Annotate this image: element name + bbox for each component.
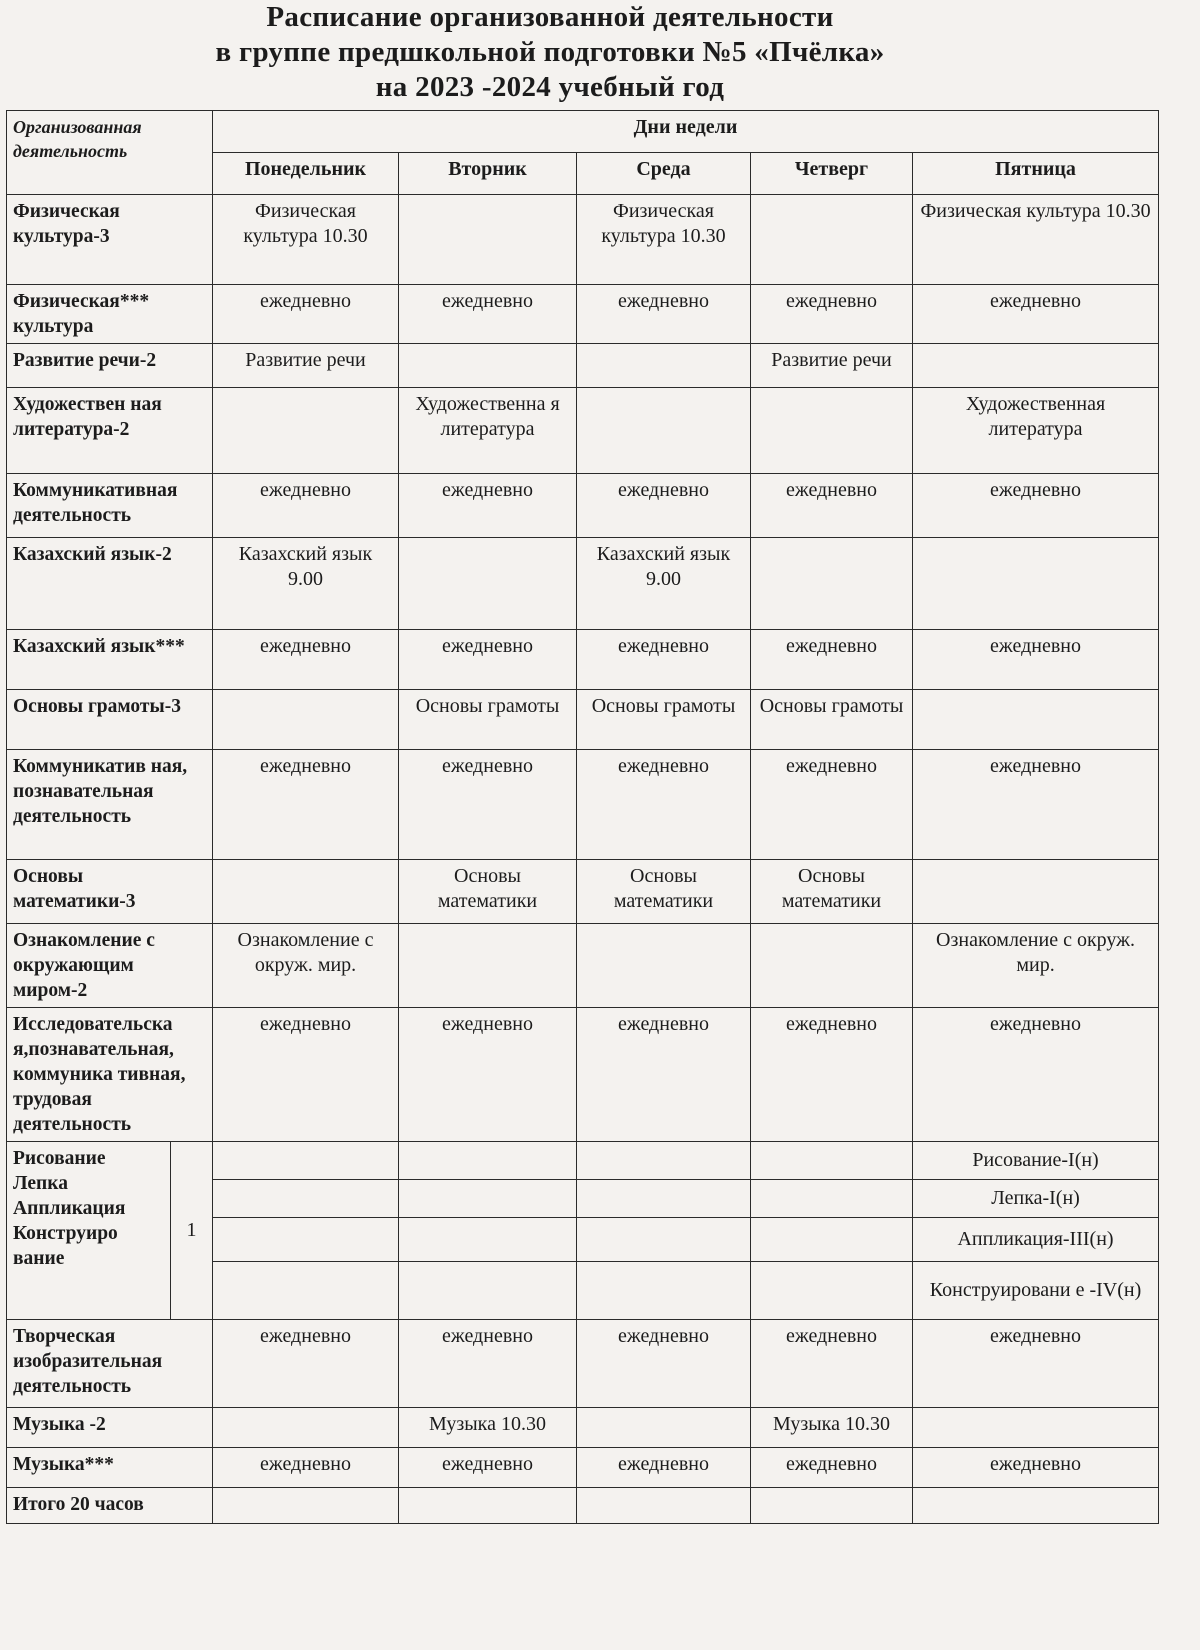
title-line-3: на 2023 -2024 учебный год: [375, 71, 725, 103]
schedule-cell-r0-3: [751, 195, 913, 285]
table-row: [7, 1008, 1159, 1142]
table-row: [7, 388, 1159, 474]
schedule-cell-r2-3: Развитие речи: [751, 344, 913, 388]
schedule-cell-r2-4: [913, 344, 1159, 388]
schedule-cell-s3-0: [213, 1488, 399, 1524]
table-row: [7, 924, 1159, 1008]
schedule-cell-r4-3: ежедневно: [751, 474, 913, 538]
schedule-cell-r7-3: Основы грамоты: [751, 690, 913, 750]
art-subrow: [7, 1142, 1159, 1180]
schedule-cell-r6-4: ежедневно: [913, 630, 1159, 690]
art-friday-cell-2: Аппликация-III(н): [913, 1218, 1159, 1262]
activity-label: Художествен ная литература-2: [7, 388, 213, 474]
art-empty-cell: [751, 1180, 913, 1218]
art-empty-cell: [399, 1262, 577, 1320]
schedule-cell-r8-1: ежедневно: [399, 750, 577, 860]
schedule-cell-s3-2: [577, 1488, 751, 1524]
schedule-cell-s2-2: ежедневно: [577, 1448, 751, 1488]
schedule-cell-r3-3: [751, 388, 913, 474]
schedule-cell-r4-0: ежедневно: [213, 474, 399, 538]
art-empty-cell: [213, 1180, 399, 1218]
schedule-cell-r11-3: ежедневно: [751, 1008, 913, 1142]
schedule-cell-s2-4: ежедневно: [913, 1448, 1159, 1488]
title-line-2: в группе предшкольной подготовки №5 «Пчёлка»: [215, 36, 885, 68]
schedule-cell-r2-1: [399, 344, 577, 388]
table-row: [7, 690, 1159, 750]
art-block-count: 1: [171, 1142, 213, 1320]
activity-label: Музыка -2: [7, 1408, 213, 1448]
schedule-cell-r4-2: ежедневно: [577, 474, 751, 538]
schedule-cell-r7-4: [913, 690, 1159, 750]
art-empty-cell: [213, 1218, 399, 1262]
activity-label: Коммуникатив ная, познавательная деятельность: [7, 750, 213, 860]
schedule-cell-r6-0: ежедневно: [213, 630, 399, 690]
schedule-cell-s0-4: ежедневно: [913, 1320, 1159, 1408]
art-empty-cell: [751, 1218, 913, 1262]
activity-label: Творческая изобразительная деятельность: [7, 1320, 213, 1408]
schedule-cell-s1-3: Музыка 10.30: [751, 1408, 913, 1448]
schedule-cell-s1-4: [913, 1408, 1159, 1448]
art-empty-cell: [751, 1142, 913, 1180]
schedule-cell-s3-1: [399, 1488, 577, 1524]
table-row: [7, 630, 1159, 690]
schedule-cell-s0-3: ежедневно: [751, 1320, 913, 1408]
activity-label: Ознакомление с окружающим миром-2: [7, 924, 213, 1008]
schedule-cell-r9-4: [913, 860, 1159, 924]
schedule-cell-r0-1: [399, 195, 577, 285]
schedule-cell-s2-1: ежедневно: [399, 1448, 577, 1488]
table-row: [7, 195, 1159, 285]
schedule-cell-r1-1: ежедневно: [399, 285, 577, 344]
schedule-cell-r3-4: Художественная литература: [913, 388, 1159, 474]
table-row: [7, 344, 1159, 388]
art-friday-cell-3: Конструировани е -IV(н): [913, 1262, 1159, 1320]
schedule-cell-r1-3: ежедневно: [751, 285, 913, 344]
day-header-2: Среда: [577, 153, 751, 195]
art-label-3: Конструиро вание: [13, 1223, 118, 1269]
schedule-cell-r10-3: [751, 924, 913, 1008]
schedule-cell-r5-2: Казахский язык 9.00: [577, 538, 751, 630]
day-header-1: Вторник: [399, 153, 577, 195]
schedule-cell-r6-2: ежедневно: [577, 630, 751, 690]
schedule-cell-r8-3: ежедневно: [751, 750, 913, 860]
activity-label: Физическая*** культура: [7, 285, 213, 344]
schedule-cell-r3-2: [577, 388, 751, 474]
activity-label: Музыка***: [7, 1448, 213, 1488]
art-block-labels: [7, 1142, 171, 1320]
schedule-cell-r10-2: [577, 924, 751, 1008]
table-row: [7, 860, 1159, 924]
schedule-cell-r5-0: Казахский язык 9.00: [213, 538, 399, 630]
art-empty-cell: [399, 1218, 577, 1262]
table-row: [7, 750, 1159, 860]
document-header: [150, 0, 950, 105]
schedule-cell-r9-2: Основы математики: [577, 860, 751, 924]
schedule-cell-r8-2: ежедневно: [577, 750, 751, 860]
schedule-cell-r1-0: ежедневно: [213, 285, 399, 344]
schedule-cell-r11-2: ежедневно: [577, 1008, 751, 1142]
art-empty-cell: [751, 1262, 913, 1320]
schedule-cell-r4-1: ежедневно: [399, 474, 577, 538]
schedule-cell-r11-1: ежедневно: [399, 1008, 577, 1142]
schedule-cell-r6-1: ежедневно: [399, 630, 577, 690]
schedule-cell-r2-0: Развитие речи: [213, 344, 399, 388]
title-line-1: Расписание организованной деятельности: [266, 1, 834, 33]
schedule-cell-r1-2: ежедневно: [577, 285, 751, 344]
schedule-cell-r0-4: Физическая культура 10.30: [913, 195, 1159, 285]
schedule-cell-r9-1: Основы математики: [399, 860, 577, 924]
art-label-1: Лепка: [13, 1173, 68, 1194]
schedule-cell-r7-0: [213, 690, 399, 750]
schedule-cell-s0-0: ежедневно: [213, 1320, 399, 1408]
activity-label: Основы грамоты-3: [7, 690, 213, 750]
art-label-0: Рисование: [13, 1148, 106, 1169]
table-row: [7, 538, 1159, 630]
art-empty-cell: [577, 1180, 751, 1218]
schedule-cell-r7-2: Основы грамоты: [577, 690, 751, 750]
art-empty-cell: [577, 1142, 751, 1180]
schedule-cell-s0-1: ежедневно: [399, 1320, 577, 1408]
schedule-cell-r2-2: [577, 344, 751, 388]
corner-header: Организованная деятельность: [7, 111, 213, 195]
schedule-cell-r0-2: Физическая культура 10.30: [577, 195, 751, 285]
day-header-3: Четверг: [751, 153, 913, 195]
art-friday-cell-0: Рисование-I(н): [913, 1142, 1159, 1180]
activity-label: Исследовательска я,познавательная, коммуника тивная, трудовая деятельность: [7, 1008, 213, 1142]
activity-label: Казахский язык***: [7, 630, 213, 690]
schedule-cell-r5-3: [751, 538, 913, 630]
schedule-cell-r11-0: ежедневно: [213, 1008, 399, 1142]
schedule-cell-r3-0: [213, 388, 399, 474]
activity-label: Итого 20 часов: [7, 1488, 213, 1524]
schedule-cell-r10-4: Ознакомление с окруж. мир.: [913, 924, 1159, 1008]
art-empty-cell: [213, 1142, 399, 1180]
table-row: [7, 1320, 1159, 1408]
activity-label: Развитие речи-2: [7, 344, 213, 388]
activity-label: Основы математики-3: [7, 860, 213, 924]
schedule-cell-r10-0: Ознакомление с окруж. мир.: [213, 924, 399, 1008]
schedule-cell-r9-0: [213, 860, 399, 924]
schedule-cell-s2-3: ежедневно: [751, 1448, 913, 1488]
schedule-cell-r0-0: Физическая культура 10.30: [213, 195, 399, 285]
schedule-cell-r6-3: ежедневно: [751, 630, 913, 690]
schedule-cell-r5-1: [399, 538, 577, 630]
art-empty-cell: [213, 1262, 399, 1320]
schedule-cell-r3-1: Художественна я литература: [399, 388, 577, 474]
schedule-cell-s0-2: ежедневно: [577, 1320, 751, 1408]
art-label-2: Аппликация: [13, 1198, 126, 1219]
schedule-table: [6, 110, 1159, 1524]
schedule-cell-r5-4: [913, 538, 1159, 630]
schedule-cell-r7-1: Основы грамоты: [399, 690, 577, 750]
schedule-cell-s3-4: [913, 1488, 1159, 1524]
schedule-cell-s2-0: ежедневно: [213, 1448, 399, 1488]
activity-label: Физическая культура-3: [7, 195, 213, 285]
activity-label: Казахский язык-2: [7, 538, 213, 630]
day-header-0: Понедельник: [213, 153, 399, 195]
schedule-cell-s1-1: Музыка 10.30: [399, 1408, 577, 1448]
table-row: [7, 1448, 1159, 1488]
art-empty-cell: [399, 1142, 577, 1180]
schedule-cell-s1-2: [577, 1408, 751, 1448]
art-empty-cell: [577, 1262, 751, 1320]
schedule-cell-r8-4: ежедневно: [913, 750, 1159, 860]
schedule-cell-r10-1: [399, 924, 577, 1008]
schedule-cell-s1-0: [213, 1408, 399, 1448]
schedule-cell-r11-4: ежедневно: [913, 1008, 1159, 1142]
art-empty-cell: [577, 1218, 751, 1262]
days-of-week-header: Дни недели: [213, 111, 1159, 153]
activity-label: Коммуникативная деятельность: [7, 474, 213, 538]
schedule-cell-r4-4: ежедневно: [913, 474, 1159, 538]
day-header-4: Пятница: [913, 153, 1159, 195]
art-friday-cell-1: Лепка-I(н): [913, 1180, 1159, 1218]
table-row: [7, 1408, 1159, 1448]
schedule-cell-r9-3: Основы математики: [751, 860, 913, 924]
table-row: [7, 1488, 1159, 1524]
schedule-cell-r1-4: ежедневно: [913, 285, 1159, 344]
art-empty-cell: [399, 1180, 577, 1218]
schedule-cell-r8-0: ежедневно: [213, 750, 399, 860]
table-row: [7, 474, 1159, 538]
table-row: [7, 285, 1159, 344]
schedule-cell-s3-3: [751, 1488, 913, 1524]
